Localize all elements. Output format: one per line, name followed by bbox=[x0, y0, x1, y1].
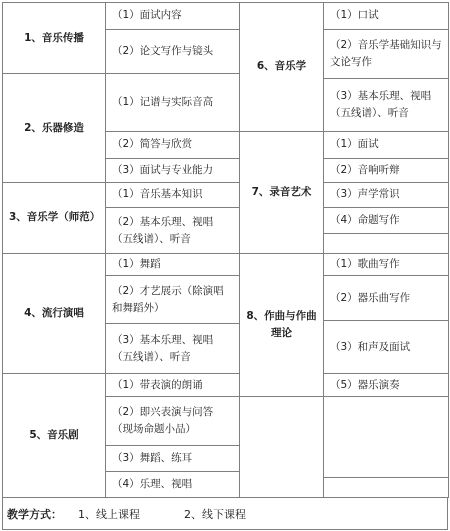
category-composition-theory: 8、作曲与作曲理论 bbox=[240, 254, 324, 397]
table-cell: （3）舞蹈、练耳 bbox=[106, 445, 240, 472]
category-music-communication: 1、音乐传播 bbox=[3, 3, 106, 74]
table-cell: （2）音乐学基础知识与文论写作 bbox=[324, 29, 449, 78]
table-cell: （1）舞蹈 bbox=[106, 254, 240, 276]
table-cell: （2）器乐曲写作 bbox=[324, 276, 449, 321]
table-cell: （1）带表演的朗诵 bbox=[106, 374, 240, 396]
teaching-mode-label: 教学方式： bbox=[7, 507, 62, 521]
category-musical-theater: 5、音乐剧 bbox=[3, 374, 106, 498]
table-cell: （1）音乐基本知识 bbox=[106, 182, 240, 208]
table-cell: （1）面试 bbox=[324, 131, 449, 159]
table-cell: （2）论文写作与镜头 bbox=[106, 29, 240, 74]
table-cell bbox=[324, 478, 449, 498]
table-cell: （3）声学常识 bbox=[324, 182, 449, 208]
category-instrument-making: 2、乐器修造 bbox=[3, 74, 106, 182]
teaching-mode-online: 1、线上课程 bbox=[78, 507, 140, 521]
category-musicology-normal: 3、音乐学（师范） bbox=[3, 182, 106, 253]
category-recording-art: 7、录音艺术 bbox=[240, 131, 324, 253]
table-cell: （2）才艺展示（除演唱和舞蹈外） bbox=[106, 276, 240, 324]
table-cell: （2）简答与欣赏 bbox=[106, 131, 240, 159]
table-cell: （2）即兴表演与问答（现场命题小品） bbox=[106, 396, 240, 445]
table-cell: （5）器乐演奏 bbox=[324, 374, 449, 396]
table-cell: （1）歌曲写作 bbox=[324, 254, 449, 276]
category-musicology: 6、音乐学 bbox=[240, 3, 324, 132]
table-cell: （1）记谱与实际音高 bbox=[106, 74, 240, 131]
table-cell bbox=[324, 233, 449, 253]
table-cell: （3）和声及面试 bbox=[324, 321, 449, 374]
table-cell: （3）面试与专业能力 bbox=[106, 159, 240, 182]
table-cell: （2）音响听辩 bbox=[324, 159, 449, 182]
table-cell: （3）基本乐理、视唱（五线谱）、听音 bbox=[324, 78, 449, 131]
table-cell: （4）乐理、视唱 bbox=[106, 472, 240, 498]
table-cell: （4）命题写作 bbox=[324, 208, 449, 234]
category-pop-singing: 4、流行演唱 bbox=[3, 254, 106, 374]
table-cell: （1）口试 bbox=[324, 3, 449, 30]
table-cell bbox=[324, 396, 449, 478]
teaching-mode-offline: 2、线下课程 bbox=[184, 507, 246, 521]
table-cell: （3）基本乐理、视唱（五线谱）、听音 bbox=[106, 324, 240, 374]
teaching-mode-row bbox=[2, 498, 448, 530]
table-cell bbox=[240, 396, 324, 497]
table-cell: （1）面试内容 bbox=[106, 3, 240, 30]
curriculum-table bbox=[2, 2, 449, 498]
table-cell: （2）基本乐理、视唱（五线谱）、听音 bbox=[106, 208, 240, 254]
